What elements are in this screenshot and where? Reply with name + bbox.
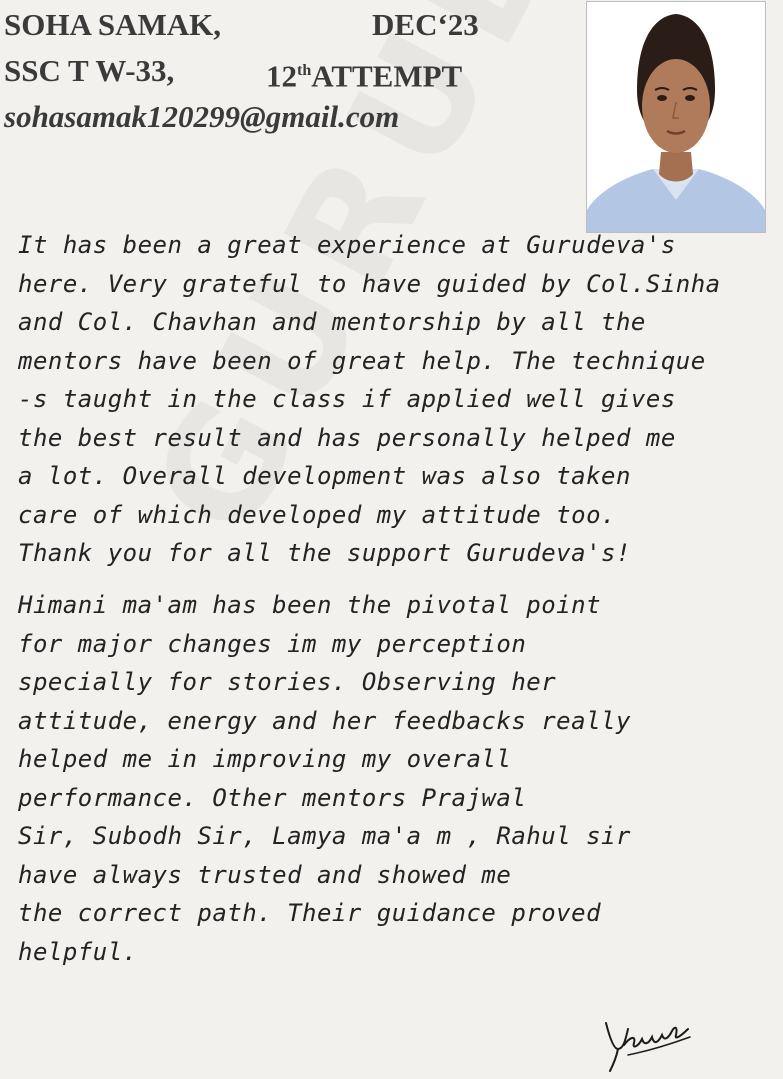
letter-line: It has been a great experience at Gurudeva's (18, 231, 676, 259)
letter-line: and Col. Chavhan and mentorship by all the (18, 308, 646, 336)
letter-line: helpful. (18, 937, 138, 966)
student-photo (586, 1, 766, 233)
letter-line: performance. Other mentors Prajwal (18, 783, 527, 812)
attempt-info (266, 48, 462, 99)
letter-line: have always trusted and showed me (18, 860, 512, 889)
letter-line: -s taught in the class if applied well gives (18, 385, 676, 413)
letter-line: Himani ma'am has been the pivotal point (18, 591, 602, 619)
header-line-1 (4, 2, 574, 48)
attempt-number: 12 (266, 58, 297, 94)
header-line-2 (4, 48, 574, 94)
letter-line: attitude, energy and her feedbacks really (18, 706, 631, 735)
letter-line: here. Very grateful to have guided by Col.Sinha (18, 269, 721, 298)
attempt-suffix: th (297, 62, 312, 79)
letter-line: helped me in improving my overall (18, 745, 512, 773)
portrait-image (587, 2, 765, 232)
letter-line: mentors have been of great help. The technique (18, 346, 706, 375)
letter-line: Thank you for all the support Gurudeva's! (18, 539, 631, 567)
testimonial-paragraph-2 (18, 586, 778, 971)
student-email: sohasamak120299@gmail.com (4, 99, 400, 134)
letter-line: specially for stories. Observing her (18, 668, 557, 696)
testimonial-paragraph-1 (18, 226, 778, 573)
letter-line: a lot. Overall development was also taken (18, 462, 631, 490)
signature (598, 1005, 698, 1075)
letter-line: care of which developed my attitude too. (18, 500, 616, 529)
letter-line: the correct path. Their guidance proved (18, 899, 602, 927)
student-header (4, 2, 574, 140)
attempt-label: ATTEMPT (311, 58, 463, 94)
student-name: SOHA SAMAK, (4, 7, 222, 42)
exam-date: DEC‘23 (372, 7, 479, 42)
batch-code: SSC T W-33, (4, 53, 175, 88)
letter-line: Sir, Subodh Sir, Lamya ma'a m , Rahul sir (18, 822, 631, 850)
letter-line: for major changes im my perception (18, 629, 527, 658)
letter-line: the best result and has personally helped me (18, 423, 676, 452)
